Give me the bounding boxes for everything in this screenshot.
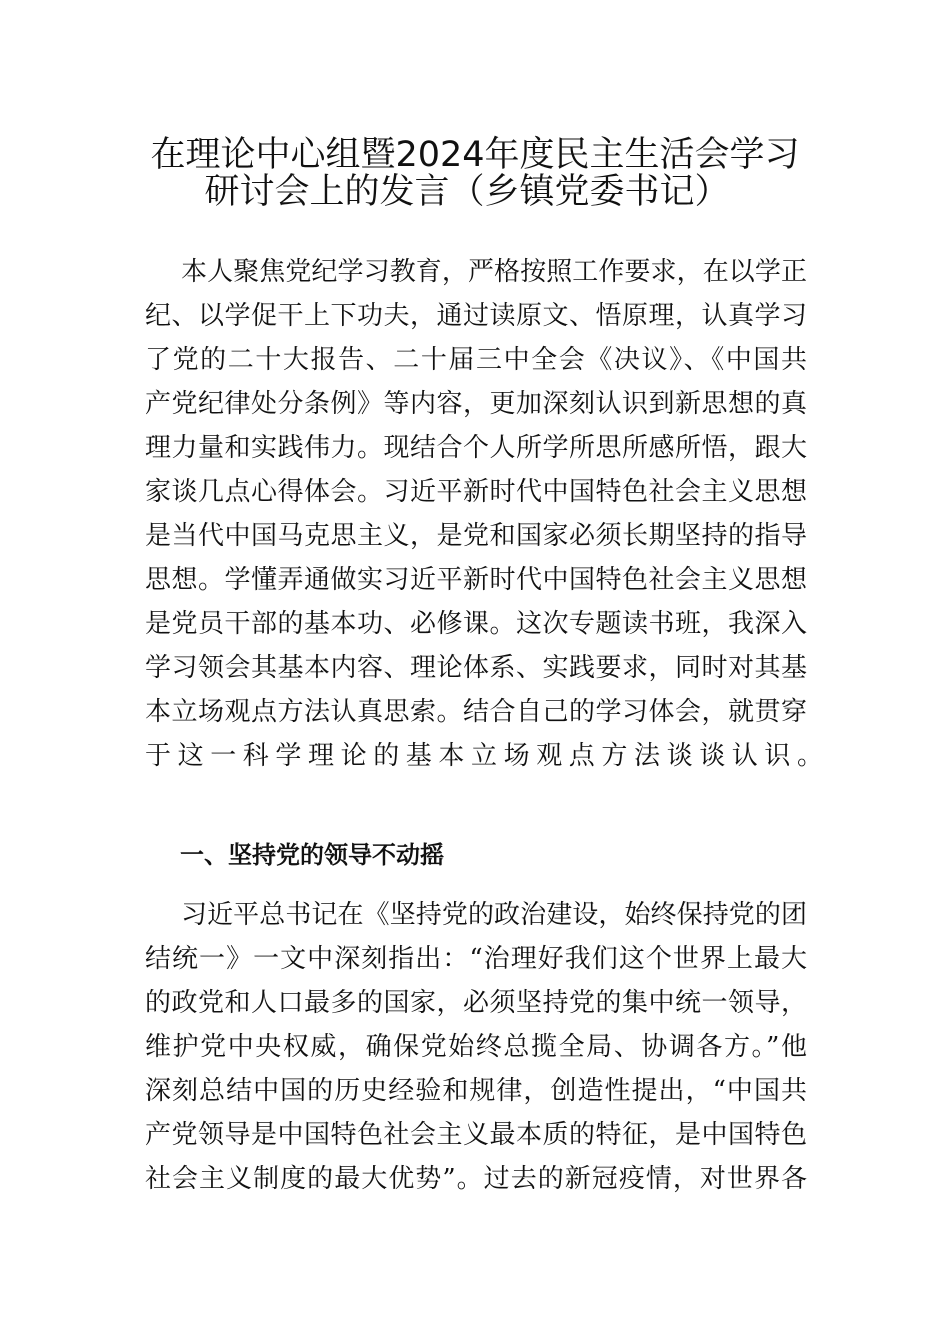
text-line: 结统一》一文中深刻指出：“治理好我们这个世界上最大	[145, 944, 807, 974]
text-line: 产党领导是中国特色社会主义最本质的特征，是中国特色	[145, 1120, 807, 1150]
document-title-line-2: 研讨会上的发言（乡镇党委书记）	[204, 172, 730, 212]
text-line: 深刻总结中国的历史经验和规律，创造性提出，“中国共	[145, 1076, 807, 1106]
paragraph-section1	[145, 893, 807, 1201]
text-line: 于这一科学理论的基本立场观点方法谈谈认识。	[145, 741, 830, 771]
text-line: 产党纪律处分条例》等内容，更加深刻认识到新思想的真	[145, 389, 807, 419]
text-line: 的政党和人口最多的国家，必须坚持党的集中统一领导，	[145, 988, 807, 1018]
text-line: 思想。学懂弄通做实习近平新时代中国特色社会主义思想	[145, 565, 807, 595]
document-title-line-1: 在理论中心组暨2024年度民主生活会学习	[150, 135, 800, 175]
text-line: 了党的二十大报告、二十届三中全会《决议》、《中国共	[145, 345, 807, 375]
paragraph-intro	[145, 250, 830, 778]
text-line: 纪、以学促干上下功夫，通过读原文、悟原理，认真学习	[145, 301, 807, 331]
text-line: 本立场观点方法认真思索。结合自己的学习体会，就贯穿	[145, 697, 807, 727]
text-line: 是当代中国马克思主义，是党和国家必须长期坚持的指导	[145, 521, 807, 551]
section-heading: 一、坚持党的领导不动摇	[180, 841, 444, 869]
text-line: 社会主义制度的最大优势”。过去的新冠疫情，对世界各	[145, 1164, 807, 1194]
text-line: 学习领会其基本内容、理论体系、实践要求，同时对其基	[145, 653, 807, 683]
text-line: 维护党中央权威，确保党始终总揽全局、协调各方。”他	[145, 1032, 807, 1062]
text-line: 家谈几点心得体会。习近平新时代中国特色社会主义思想	[145, 477, 807, 507]
text-line: 习近平总书记在《坚持党的政治建设，始终保持党的团	[181, 900, 807, 930]
text-line: 本人聚焦党纪学习教育，严格按照工作要求，在以学正	[181, 257, 807, 287]
text-line: 理力量和实践伟力。现结合个人所学所思所感所悟，跟大	[145, 433, 807, 463]
text-line: 是党员干部的基本功、必修课。这次专题读书班，我深入	[145, 609, 807, 639]
